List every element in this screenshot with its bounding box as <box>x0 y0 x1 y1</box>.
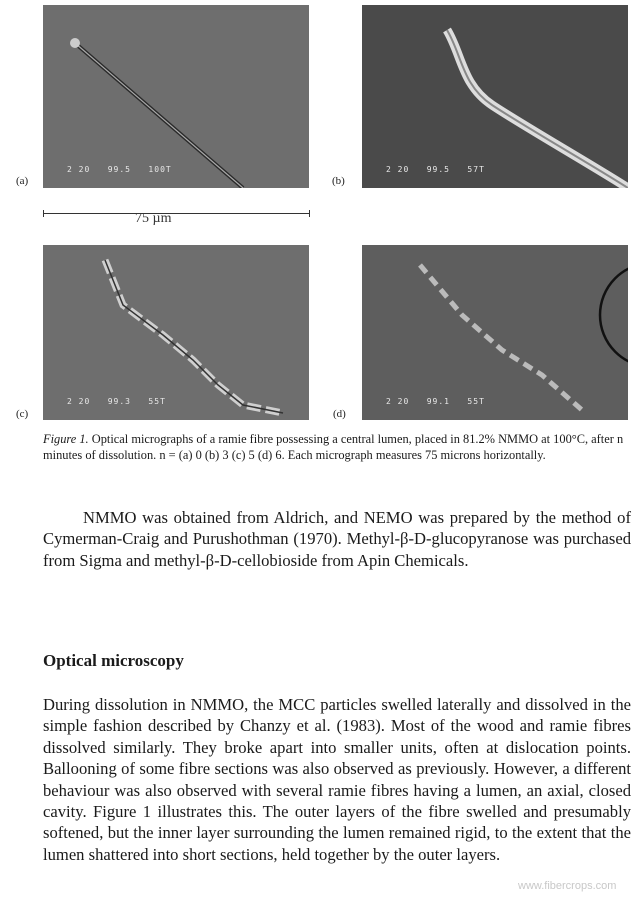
micrograph-overlay: 2 20 99.3 55T <box>67 397 166 406</box>
panel-label-a: (a) <box>16 175 29 187</box>
panel-label-c: (c) <box>16 408 29 420</box>
scale-bar <box>43 213 310 214</box>
caption-text: Optical micrographs of a ramie fibre possessing a central lumen, placed in 81.2% NMMO at 100°C, after n minutes of dissolution. n = (a) 0 (b) 3 (c) 5 (d) 6. Each micrograph measures 75 microns horizontally. <box>43 432 624 462</box>
caption-label: Figure 1. <box>43 432 89 446</box>
panel-label-b: (b) <box>332 175 345 187</box>
micrograph-overlay: 2 20 99.5 100T <box>67 165 172 174</box>
micrograph-c <box>43 245 309 420</box>
micrograph-overlay: 2 20 99.5 57T <box>386 165 485 174</box>
watermark: www.fibercrops.com <box>518 880 617 892</box>
micrograph-overlay: 2 20 99.1 55T <box>386 397 485 406</box>
paragraph-optical-microscopy: During dissolution in NMMO, the MCC particles swelled laterally and dissolved in the simple fashion described by Chanzy et al. (1983). Most of the wood and ramie fibres dissolved similarly. They broke apart into smaller units, often at dislocation points. Ballooning of some fibre sections was also observed as previously. However, a different behaviour was also observed with several ramie fibres having a lumen, an axial, closed cavity. Figure 1 illustrates this. The outer layers of the fibre swelled and presumably softened, but the inner layer surrounding the lumen remained rigid, to the extent that the lumen shattered into short sections, held together by the outer layers. <box>43 695 631 864</box>
figure-caption <box>43 431 633 463</box>
micrograph-d <box>362 245 628 420</box>
section-heading: Optical microscopy <box>43 651 184 670</box>
paragraph-materials: NMMO was obtained from Aldrich, and NEMO was prepared by the method of Cymerman-Craig and Purushothman (1970). Methyl-β-D-glucopyranose was purchased from Sigma and methyl-β-D-cellobioside from Apin Chemicals. <box>43 508 631 570</box>
micrograph-b <box>362 5 628 188</box>
scale-bar-label: 75 µm <box>135 211 172 226</box>
micrograph-a <box>43 5 309 188</box>
panel-label-d: (d) <box>333 408 346 420</box>
